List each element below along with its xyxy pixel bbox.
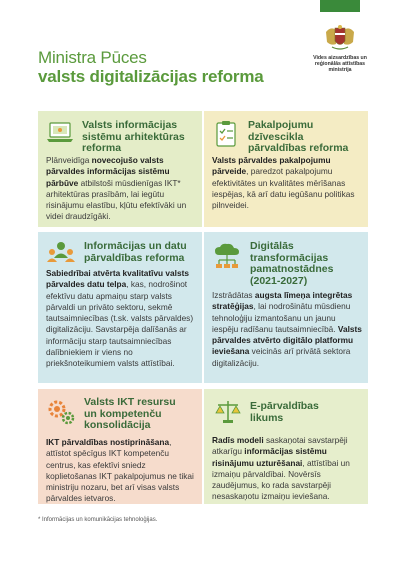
card-title: E-pārvaldības likums <box>250 400 319 424</box>
card-body: Sabiedrībai atvērta kvalitatīvu valsts pārvaldes datu telpa, kas, nodrošinot efektīvu datu apmaiņu starp valsts pārvaldi un privāto sektoru, sekmē tautsaimniecības (t.sk. valsts pārvaldes) digitalizāciju. Savstarpēja dalīšanās ar informāciju starp tautsaimniecības dalībniekiem ir viens no priekšnoteikumiem valsts attīstībai. <box>46 268 194 369</box>
top-accent-bar <box>320 0 360 12</box>
card-digital-transformation-guidelines <box>204 232 368 383</box>
card-data-governance-reform <box>38 232 202 383</box>
footnote: * Informācijas un komunikācijas tehnoloģijas. <box>38 517 158 523</box>
card-body: Radīs modeli saskaņotai savstarpēji atkarīgu informācijas sistēmu risinājumu uzturēšanai, attīstībai un izmaiņu pārvaldībai. Novērsīs zaudējumus, ko rada savstarpēji nesaskaņotu izmaiņu ieviešana. <box>212 435 350 502</box>
card-egovernance-law <box>204 389 368 504</box>
card-body: Valsts pārvaldes pakalpojumu pārveide, paredzot pakalpojumu efektivitātes un kvalitātes mērīšanas iespējas, kā arī datu iegūšanu politikas pilnveidei. <box>212 155 355 211</box>
ministry-name-line-3: ministrija <box>328 67 352 73</box>
card-title: Pakalpojumu dzīvescikla pārvaldības reforma <box>248 119 349 154</box>
page-title <box>38 48 318 87</box>
card-title: Valsts IKT resursu un kompetenču konsolidācija <box>84 396 176 431</box>
clipboard-icon <box>212 120 240 153</box>
laptop-icon <box>46 120 74 151</box>
title-line-2: valsts digitalizācijas reforma <box>38 67 264 86</box>
card-body: IKT pārvaldības nostiprināšana, attīstot spēcīgus IKT kompetenču centrus, kas efektīvi sniedz koplietošanas IKT pakalpojumus ne tikai ministriju nozaru, bet arī visas valsts pārvaldes ietvaros. <box>46 437 194 504</box>
card-title: Informācijas un datu pārvaldības reforma <box>84 240 187 264</box>
ministry-name-line-1: Vides aizsardzības un <box>313 55 367 61</box>
card-body: Plānveidīga novecojušo valsts pārvaldes informācijas sistēmu pārbūve atbilstoši mūsdienīgas IKT* arhitektūras prasībām, lai iegūtu risinājumu elastību, kļūtu efektīvāki un videi draudzīgāki. <box>46 155 187 222</box>
card-ict-consolidation <box>38 389 202 504</box>
title-line-1: Ministra Pūces <box>38 48 147 67</box>
scales-icon <box>214 398 242 429</box>
card-title: Digitālās transformācijas pamatnostādnes (2021-2027) <box>250 240 334 287</box>
coat-of-arms-icon <box>323 24 357 52</box>
card-title: Valsts informācijas sistēmu arhitektūras reforma <box>82 119 185 154</box>
ministry-name-line-2: reģionālās attīstības <box>314 61 366 67</box>
cloud-network-icon <box>212 242 242 275</box>
people-icon <box>46 240 76 271</box>
ministry-logo <box>300 24 380 73</box>
card-body: Izstrādātas augsta līmeņa integrētas stratēģijas, lai nodrošinātu mūsdienu tehnoloģiju izmantošanu un jaunu iespēju radīšanu tautsaimniecībā. Valsts pārvaldes atvērto digitālo platformu ieviešana veicinās arī privātā sektora digitalizāciju. <box>212 290 362 368</box>
card-service-lifecycle-reform <box>204 111 368 227</box>
card-architecture-reform <box>38 111 202 227</box>
gears-icon <box>46 398 76 431</box>
